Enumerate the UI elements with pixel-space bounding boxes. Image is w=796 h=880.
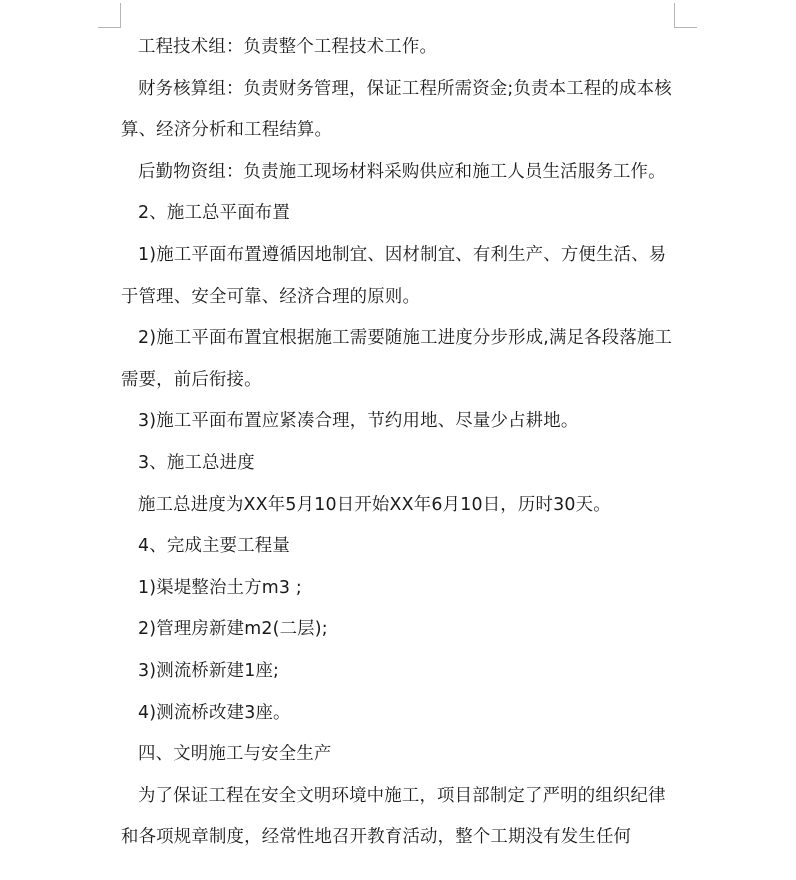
paragraph: 后勤物资组：负责施工现场材料采购供应和施工人员生活服务工作。 [138,161,666,182]
list-item: 2)管理房新建m2(二层); [138,619,328,640]
paragraph: 1)施工平面布置遵循因地制宜、因材制宜、有利生产、方便生活、易于管理、安全可靠、经济合理的原则。 [121,244,667,307]
paragraph: 为了保证工程在安全文明环境中施工，项目部制定了严明的组织纪律和各项规章制度，经常性地召开教育活动，整个工期没有发生任何 [121,785,666,848]
section-heading: 2、施工总平面布置 [138,203,290,224]
crop-mark-top-right [674,3,697,28]
paragraph: 2)施工平面布置宜根据施工需要随施工进度分步形成,满足各段落施工需要，前后衔接。 [121,328,673,390]
paragraph: 财务核算组：负责财务管理，保证工程所需资金;负责本工程的成本核算、经济分析和工程结算。 [121,78,672,141]
section-heading: 四、文明施工与安全生产 [138,744,332,765]
document-body [121,27,677,859]
section-heading: 3、施工总进度 [138,452,255,473]
section-heading: 4、完成主要工程量 [138,536,290,557]
paragraph: 3)施工平面布置应紧凑合理，节约用地、尽量少占耕地。 [138,411,579,432]
crop-mark-top-left [98,3,121,28]
paragraph: 工程技术组：负责整个工程技术工作。 [138,37,438,57]
paragraph: 施工总进度为XX年5月10日开始XX年6月10日，历时30天。 [138,494,611,515]
list-item: 4)测流桥改建3座。 [138,702,291,723]
list-item: 1)渠堤整治土方m3 ; [138,577,302,598]
list-item: 3)测流桥新建1座; [138,660,280,681]
